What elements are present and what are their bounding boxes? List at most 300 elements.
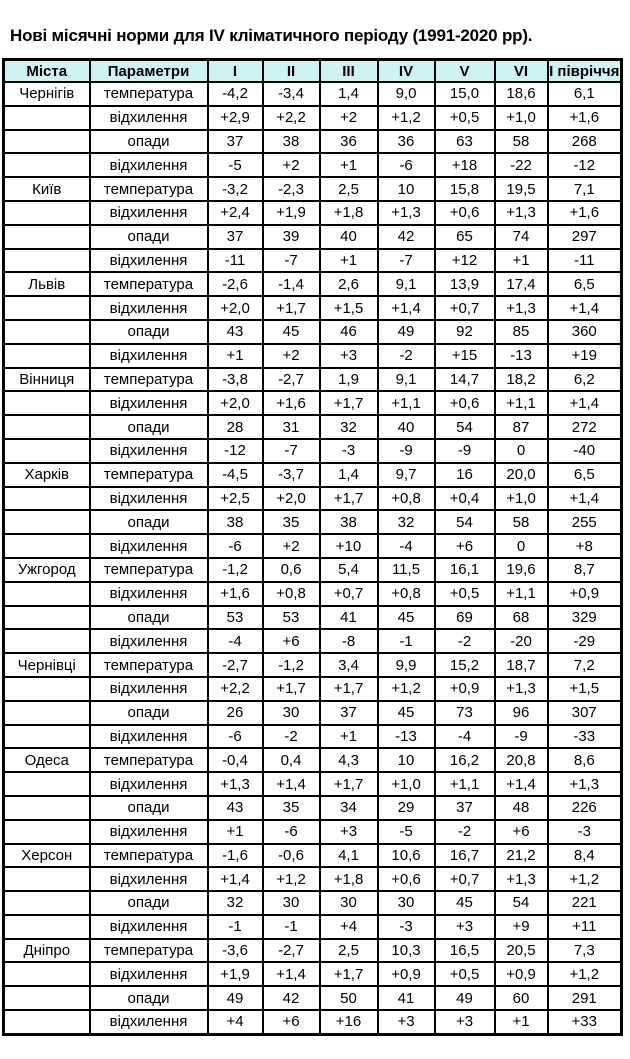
- value-cell: +1: [208, 344, 263, 368]
- value-cell: +1,7: [320, 677, 378, 701]
- value-cell: 30: [320, 891, 378, 915]
- value-cell: +6: [495, 820, 548, 844]
- table-row: [4, 320, 622, 344]
- value-cell: +1: [495, 249, 548, 273]
- value-cell: 21,2: [495, 844, 548, 868]
- table-row: [4, 629, 622, 653]
- value-cell: -33: [548, 725, 622, 749]
- param-cell: опади: [90, 796, 208, 820]
- value-cell: 74: [495, 225, 548, 249]
- param-cell: опади: [90, 510, 208, 534]
- value-cell: +2,2: [208, 677, 263, 701]
- value-cell: 10,6: [378, 844, 435, 868]
- value-cell: 16,7: [435, 844, 495, 868]
- table-row: [4, 653, 622, 677]
- value-cell: 226: [548, 796, 622, 820]
- value-cell: -9: [435, 439, 495, 463]
- value-cell: 8,4: [548, 844, 622, 868]
- param-cell: температура: [90, 558, 208, 582]
- param-cell: температура: [90, 272, 208, 296]
- value-cell: -6: [378, 153, 435, 177]
- city-cell: [4, 201, 90, 225]
- value-cell: -2: [263, 725, 320, 749]
- value-cell: 10: [378, 748, 435, 772]
- table-row: [4, 487, 622, 511]
- value-cell: 10,3: [378, 939, 435, 963]
- value-cell: +1: [320, 153, 378, 177]
- table-body: [4, 82, 622, 1034]
- value-cell: +1,9: [263, 201, 320, 225]
- value-cell: 38: [208, 510, 263, 534]
- value-cell: -6: [208, 725, 263, 749]
- value-cell: 37: [208, 130, 263, 154]
- table-row: [4, 820, 622, 844]
- city-cell: Херсон: [4, 844, 90, 868]
- value-cell: 18,6: [495, 82, 548, 106]
- value-cell: 73: [435, 701, 495, 725]
- value-cell: +2,0: [208, 391, 263, 415]
- value-cell: +1,2: [548, 867, 622, 891]
- page-title: Нові місячні норми для IV кліматичного періоду (1991-2020 рр).: [10, 26, 533, 45]
- value-cell: -4: [435, 725, 495, 749]
- climate-norms-table: [2, 58, 623, 1036]
- value-cell: +0,5: [435, 582, 495, 606]
- city-cell: [4, 225, 90, 249]
- value-cell: +4: [208, 1010, 263, 1034]
- value-cell: +1,6: [548, 106, 622, 130]
- table-row: [4, 391, 622, 415]
- value-cell: 40: [320, 225, 378, 249]
- value-cell: +1,3: [548, 772, 622, 796]
- param-cell: відхилення: [90, 915, 208, 939]
- value-cell: 53: [208, 606, 263, 630]
- table-row: [4, 82, 622, 106]
- value-cell: 18,2: [495, 368, 548, 392]
- value-cell: 8,6: [548, 748, 622, 772]
- value-cell: -3,6: [208, 939, 263, 963]
- value-cell: +0,9: [378, 962, 435, 986]
- city-cell: [4, 606, 90, 630]
- city-cell: Одеса: [4, 748, 90, 772]
- value-cell: -12: [208, 439, 263, 463]
- value-cell: 32: [378, 510, 435, 534]
- param-cell: опади: [90, 891, 208, 915]
- value-cell: -20: [495, 629, 548, 653]
- value-cell: -2,7: [263, 368, 320, 392]
- value-cell: +3: [435, 1010, 495, 1034]
- value-cell: +2,0: [208, 296, 263, 320]
- city-cell: [4, 439, 90, 463]
- param-cell: температура: [90, 653, 208, 677]
- city-cell: [4, 130, 90, 154]
- value-cell: 17,4: [495, 272, 548, 296]
- param-cell: відхилення: [90, 487, 208, 511]
- value-cell: 36: [320, 130, 378, 154]
- value-cell: +1,2: [263, 867, 320, 891]
- value-cell: 37: [208, 225, 263, 249]
- city-cell: Дніпро: [4, 939, 90, 963]
- value-cell: -1,2: [208, 558, 263, 582]
- param-cell: відхилення: [90, 582, 208, 606]
- table-row: [4, 939, 622, 963]
- value-cell: 2,6: [320, 272, 378, 296]
- value-cell: +1,7: [263, 296, 320, 320]
- city-cell: [4, 915, 90, 939]
- value-cell: +11: [548, 915, 622, 939]
- value-cell: +1,7: [320, 487, 378, 511]
- value-cell: +1: [320, 725, 378, 749]
- col-header-month-5: V: [435, 60, 495, 83]
- param-cell: опади: [90, 415, 208, 439]
- value-cell: -22: [495, 153, 548, 177]
- value-cell: +1,7: [263, 677, 320, 701]
- value-cell: +1,1: [435, 772, 495, 796]
- table-row: [4, 701, 622, 725]
- value-cell: -2,3: [263, 177, 320, 201]
- table-row: [4, 106, 622, 130]
- table-row: [4, 153, 622, 177]
- param-cell: відхилення: [90, 391, 208, 415]
- value-cell: +1,4: [263, 962, 320, 986]
- value-cell: 45: [378, 606, 435, 630]
- value-cell: 41: [378, 986, 435, 1010]
- param-cell: опади: [90, 606, 208, 630]
- value-cell: +2,4: [208, 201, 263, 225]
- param-cell: відхилення: [90, 820, 208, 844]
- value-cell: +1,4: [263, 772, 320, 796]
- value-cell: +0,9: [435, 677, 495, 701]
- value-cell: +1,4: [548, 296, 622, 320]
- city-cell: [4, 153, 90, 177]
- table-row: [4, 177, 622, 201]
- table-row: [4, 249, 622, 273]
- value-cell: -1: [263, 915, 320, 939]
- param-cell: опади: [90, 701, 208, 725]
- city-cell: [4, 867, 90, 891]
- param-cell: відхилення: [90, 867, 208, 891]
- value-cell: +2: [263, 153, 320, 177]
- city-cell: [4, 534, 90, 558]
- value-cell: 6,1: [548, 82, 622, 106]
- value-cell: -4: [378, 534, 435, 558]
- value-cell: 6,5: [548, 272, 622, 296]
- city-cell: [4, 487, 90, 511]
- city-cell: Чернівці: [4, 653, 90, 677]
- value-cell: 5,4: [320, 558, 378, 582]
- value-cell: 19,5: [495, 177, 548, 201]
- table-row: [4, 867, 622, 891]
- city-cell: Харків: [4, 463, 90, 487]
- value-cell: +19: [548, 344, 622, 368]
- param-cell: опади: [90, 986, 208, 1010]
- param-cell: температура: [90, 177, 208, 201]
- value-cell: 35: [263, 796, 320, 820]
- param-cell: відхилення: [90, 439, 208, 463]
- value-cell: 40: [378, 415, 435, 439]
- value-cell: +0,7: [320, 582, 378, 606]
- value-cell: 42: [263, 986, 320, 1010]
- value-cell: 54: [435, 415, 495, 439]
- table-row: [4, 510, 622, 534]
- value-cell: 15,0: [435, 82, 495, 106]
- value-cell: -1: [378, 629, 435, 653]
- col-header-halfyear: І півріччя: [548, 60, 622, 83]
- value-cell: +9: [495, 915, 548, 939]
- value-cell: 2,5: [320, 177, 378, 201]
- value-cell: +1,4: [495, 772, 548, 796]
- value-cell: 268: [548, 130, 622, 154]
- value-cell: 26: [208, 701, 263, 725]
- city-cell: Чернігів: [4, 82, 90, 106]
- value-cell: +1,7: [320, 962, 378, 986]
- value-cell: 2,5: [320, 939, 378, 963]
- value-cell: 4,3: [320, 748, 378, 772]
- param-cell: температура: [90, 82, 208, 106]
- value-cell: +2,9: [208, 106, 263, 130]
- table-row: [4, 272, 622, 296]
- value-cell: 58: [495, 130, 548, 154]
- value-cell: +4: [320, 915, 378, 939]
- table-row: [4, 915, 622, 939]
- table-row: [4, 725, 622, 749]
- value-cell: +1,0: [495, 106, 548, 130]
- value-cell: +15: [435, 344, 495, 368]
- value-cell: +0,8: [378, 487, 435, 511]
- value-cell: -2,6: [208, 272, 263, 296]
- table-row: [4, 748, 622, 772]
- value-cell: +18: [435, 153, 495, 177]
- value-cell: 307: [548, 701, 622, 725]
- param-cell: відхилення: [90, 201, 208, 225]
- value-cell: +3: [320, 344, 378, 368]
- value-cell: -2: [435, 820, 495, 844]
- city-cell: [4, 986, 90, 1010]
- value-cell: +1,3: [378, 201, 435, 225]
- value-cell: 30: [378, 891, 435, 915]
- value-cell: 37: [435, 796, 495, 820]
- table-row: [4, 130, 622, 154]
- value-cell: 43: [208, 320, 263, 344]
- value-cell: 38: [263, 130, 320, 154]
- value-cell: -3: [378, 915, 435, 939]
- value-cell: +0,7: [435, 296, 495, 320]
- value-cell: -3: [320, 439, 378, 463]
- value-cell: +8: [548, 534, 622, 558]
- param-cell: відхилення: [90, 344, 208, 368]
- value-cell: 4,1: [320, 844, 378, 868]
- value-cell: +0,4: [435, 487, 495, 511]
- value-cell: 8,7: [548, 558, 622, 582]
- param-cell: відхилення: [90, 1010, 208, 1034]
- value-cell: 18,7: [495, 653, 548, 677]
- table-row: [4, 796, 622, 820]
- value-cell: -7: [263, 249, 320, 273]
- value-cell: -2,7: [263, 939, 320, 963]
- city-cell: Вінниця: [4, 368, 90, 392]
- table-row: [4, 986, 622, 1010]
- value-cell: 36: [378, 130, 435, 154]
- value-cell: +16: [320, 1010, 378, 1034]
- param-cell: температура: [90, 463, 208, 487]
- value-cell: +1,2: [378, 106, 435, 130]
- value-cell: -0,4: [208, 748, 263, 772]
- value-cell: 1,4: [320, 82, 378, 106]
- value-cell: 32: [320, 415, 378, 439]
- value-cell: -1,2: [263, 653, 320, 677]
- value-cell: -11: [208, 249, 263, 273]
- value-cell: 3,4: [320, 653, 378, 677]
- city-cell: [4, 677, 90, 701]
- value-cell: -40: [548, 439, 622, 463]
- value-cell: 7,3: [548, 939, 622, 963]
- value-cell: +1,4: [208, 867, 263, 891]
- table-row: [4, 962, 622, 986]
- value-cell: 69: [435, 606, 495, 630]
- param-cell: відхилення: [90, 106, 208, 130]
- value-cell: -12: [548, 153, 622, 177]
- value-cell: 221: [548, 891, 622, 915]
- value-cell: 30: [263, 891, 320, 915]
- value-cell: +2,2: [263, 106, 320, 130]
- param-cell: відхилення: [90, 249, 208, 273]
- city-cell: [4, 772, 90, 796]
- value-cell: 45: [378, 701, 435, 725]
- value-cell: 272: [548, 415, 622, 439]
- value-cell: 9,9: [378, 653, 435, 677]
- city-cell: Ужгород: [4, 558, 90, 582]
- table-row: [4, 225, 622, 249]
- value-cell: +1,2: [378, 677, 435, 701]
- value-cell: +6: [435, 534, 495, 558]
- value-cell: +1,3: [495, 201, 548, 225]
- value-cell: 41: [320, 606, 378, 630]
- value-cell: 50: [320, 986, 378, 1010]
- city-cell: [4, 701, 90, 725]
- value-cell: 85: [495, 320, 548, 344]
- value-cell: 255: [548, 510, 622, 534]
- value-cell: +1,6: [208, 582, 263, 606]
- param-cell: відхилення: [90, 962, 208, 986]
- param-cell: температура: [90, 844, 208, 868]
- value-cell: +1,5: [548, 677, 622, 701]
- value-cell: 35: [263, 510, 320, 534]
- value-cell: -3,2: [208, 177, 263, 201]
- value-cell: -1: [208, 915, 263, 939]
- value-cell: -3: [548, 820, 622, 844]
- city-cell: [4, 320, 90, 344]
- value-cell: +0,8: [263, 582, 320, 606]
- value-cell: +1,4: [378, 296, 435, 320]
- city-cell: [4, 796, 90, 820]
- value-cell: -5: [208, 153, 263, 177]
- value-cell: 20,8: [495, 748, 548, 772]
- value-cell: -1,4: [263, 272, 320, 296]
- value-cell: -9: [495, 725, 548, 749]
- value-cell: +0,9: [548, 582, 622, 606]
- value-cell: +2: [263, 534, 320, 558]
- value-cell: +10: [320, 534, 378, 558]
- param-cell: опади: [90, 320, 208, 344]
- city-cell: [4, 510, 90, 534]
- value-cell: 54: [435, 510, 495, 534]
- value-cell: 68: [495, 606, 548, 630]
- value-cell: 20,0: [495, 463, 548, 487]
- city-cell: [4, 891, 90, 915]
- value-cell: +1: [208, 820, 263, 844]
- value-cell: -3,7: [263, 463, 320, 487]
- value-cell: +1: [495, 1010, 548, 1034]
- value-cell: 19,6: [495, 558, 548, 582]
- col-header-params: Параметри: [90, 60, 208, 83]
- value-cell: 0: [495, 439, 548, 463]
- value-cell: 49: [435, 986, 495, 1010]
- value-cell: 16: [435, 463, 495, 487]
- value-cell: 15,8: [435, 177, 495, 201]
- table-row: [4, 582, 622, 606]
- table-row: [4, 296, 622, 320]
- value-cell: -11: [548, 249, 622, 273]
- value-cell: 54: [495, 891, 548, 915]
- city-cell: Київ: [4, 177, 90, 201]
- value-cell: +6: [263, 629, 320, 653]
- value-cell: -1,6: [208, 844, 263, 868]
- value-cell: 37: [320, 701, 378, 725]
- value-cell: -9: [378, 439, 435, 463]
- value-cell: 7,1: [548, 177, 622, 201]
- value-cell: 9,7: [378, 463, 435, 487]
- city-cell: [4, 415, 90, 439]
- value-cell: 20,5: [495, 939, 548, 963]
- value-cell: -29: [548, 629, 622, 653]
- value-cell: -6: [208, 534, 263, 558]
- table-row: [4, 606, 622, 630]
- value-cell: 291: [548, 986, 622, 1010]
- value-cell: +0,8: [378, 582, 435, 606]
- table-row: [4, 891, 622, 915]
- value-cell: +1,8: [320, 201, 378, 225]
- value-cell: +1,6: [548, 201, 622, 225]
- value-cell: +1,7: [320, 391, 378, 415]
- value-cell: 39: [263, 225, 320, 249]
- value-cell: 43: [208, 796, 263, 820]
- value-cell: 14,7: [435, 368, 495, 392]
- value-cell: +0,7: [435, 867, 495, 891]
- value-cell: -4,5: [208, 463, 263, 487]
- value-cell: 30: [263, 701, 320, 725]
- value-cell: +2: [320, 106, 378, 130]
- value-cell: 28: [208, 415, 263, 439]
- value-cell: -2: [435, 629, 495, 653]
- value-cell: -7: [263, 439, 320, 463]
- param-cell: відхилення: [90, 772, 208, 796]
- value-cell: -2,7: [208, 653, 263, 677]
- value-cell: +1,9: [208, 962, 263, 986]
- value-cell: 65: [435, 225, 495, 249]
- value-cell: 6,2: [548, 368, 622, 392]
- value-cell: +3: [320, 820, 378, 844]
- value-cell: 0: [495, 534, 548, 558]
- value-cell: +6: [263, 1010, 320, 1034]
- value-cell: 87: [495, 415, 548, 439]
- value-cell: 58: [495, 510, 548, 534]
- value-cell: -8: [320, 629, 378, 653]
- value-cell: 0,4: [263, 748, 320, 772]
- value-cell: +1,1: [495, 391, 548, 415]
- table-row: [4, 844, 622, 868]
- value-cell: 16,5: [435, 939, 495, 963]
- param-cell: відхилення: [90, 153, 208, 177]
- value-cell: +1,1: [495, 582, 548, 606]
